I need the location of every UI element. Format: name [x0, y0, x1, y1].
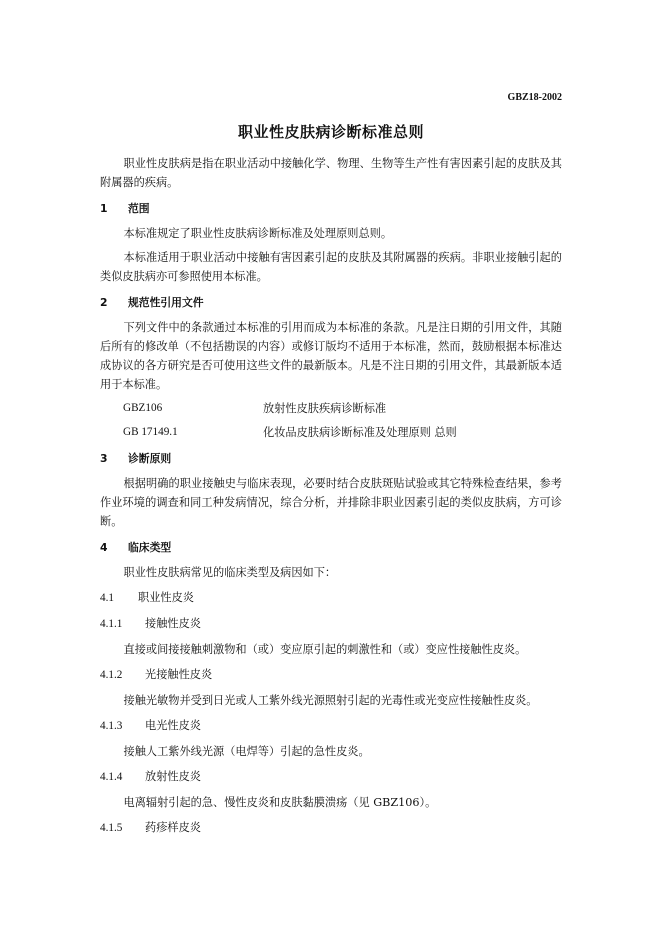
subsection-heading — [100, 767, 562, 787]
document-body — [100, 154, 562, 844]
paragraph: 本标准规定了职业性皮肤病诊断标准及处理原则总则。 — [123, 227, 393, 240]
reference-title: 放射性皮肤疾病诊断标准 — [263, 402, 387, 415]
subsection-title: 放射性皮炎 — [145, 770, 201, 783]
subsection-number: 4.1.5 — [100, 822, 123, 834]
section-number: 4 — [100, 541, 108, 554]
subsection-title: 光接触性皮炎 — [145, 668, 213, 681]
subsection-number: 4.1.1 — [100, 618, 123, 630]
subsection-number: 4.1.4 — [100, 771, 123, 783]
subsection-number: 4.1.2 — [100, 669, 123, 681]
subsection-title: 电光性皮炎 — [145, 719, 201, 732]
reference-title: 化妆品皮肤病诊断标准及处理原则 总则 — [263, 426, 457, 439]
section-title: 范围 — [128, 202, 150, 215]
section-number: 3 — [100, 452, 108, 465]
paragraph: 直接或间接接触刺激物和（或）变应原引起的刺激性和（或）变应性接触性皮炎。 — [123, 643, 527, 656]
subsection-heading — [100, 588, 562, 608]
section-title: 临床类型 — [128, 541, 172, 554]
reference-row — [100, 399, 562, 418]
subsection-heading — [100, 716, 562, 736]
section-heading-1 — [100, 199, 562, 218]
subsection-heading — [100, 614, 562, 634]
subsection-heading — [100, 665, 562, 685]
section-title: 诊断原则 — [128, 452, 172, 465]
subsection-number: 4.1 — [100, 592, 114, 604]
paragraph: 职业性皮肤病常见的临床类型及病因如下： — [123, 566, 337, 579]
standard-code: GBZ18-2002 — [507, 92, 562, 103]
section-title: 规范性引用文件 — [128, 296, 204, 309]
paragraph: 下列文件中的条款通过本标准的引用而成为本标准的条款。凡是注日期的引用文件，其随后所有的修改单（不包括勘误的内容）或修订版均不适用于本标准，然而，鼓励根据本标准达成协议的各方研究是否可使用这些文件的最新版本。凡是不注日期的引用文件，其最新版本适用于本标准。 — [100, 321, 562, 391]
subsection-title: 职业性皮炎 — [138, 591, 194, 604]
subsection-title: 药疹样皮炎 — [145, 821, 201, 834]
intro-paragraph: 职业性皮肤病是指在职业活动中接触化学、物理、生物等生产性有害因素引起的皮肤及其附属器的疾病。 — [100, 157, 562, 189]
subsection-heading — [100, 818, 562, 838]
paragraph: 接触光敏物并受到日光或人工紫外线光源照射引起的光毒性或光变应性接触性皮炎。 — [123, 694, 538, 707]
paragraph: 根据明确的职业接触史与临床表现，必要时结合皮肤斑贴试验或其它特殊检查结果，参考作业环境的调查和同工种发病情况，综合分析，并排除非职业因素引起的类似皮肤病，方可诊断。 — [100, 477, 562, 528]
paragraph: 电离辐射引起的急、慢性皮炎和皮肤黏膜溃疡（见 GBZ106）。 — [123, 796, 437, 809]
subsection-title: 接触性皮炎 — [145, 617, 201, 630]
document-title: 职业性皮肤病诊断标准总则 — [237, 123, 424, 141]
section-heading-4 — [100, 538, 562, 557]
reference-code: GBZ106 — [123, 402, 163, 414]
section-number: 1 — [100, 202, 108, 215]
paragraph: 本标准适用于职业活动中接触有害因素引起的皮肤及其附属器的疾病。非职业接触引起的类似皮肤病亦可参照使用本标准。 — [100, 251, 562, 283]
section-heading-3 — [100, 449, 562, 468]
section-number: 2 — [100, 296, 108, 309]
subsection-number: 4.1.3 — [100, 720, 123, 732]
section-heading-2 — [100, 293, 562, 312]
reference-code: GB 17149.1 — [123, 426, 178, 438]
paragraph: 接触人工紫外线光源（电焊等）引起的急性皮炎。 — [123, 745, 370, 758]
reference-row — [100, 423, 562, 442]
